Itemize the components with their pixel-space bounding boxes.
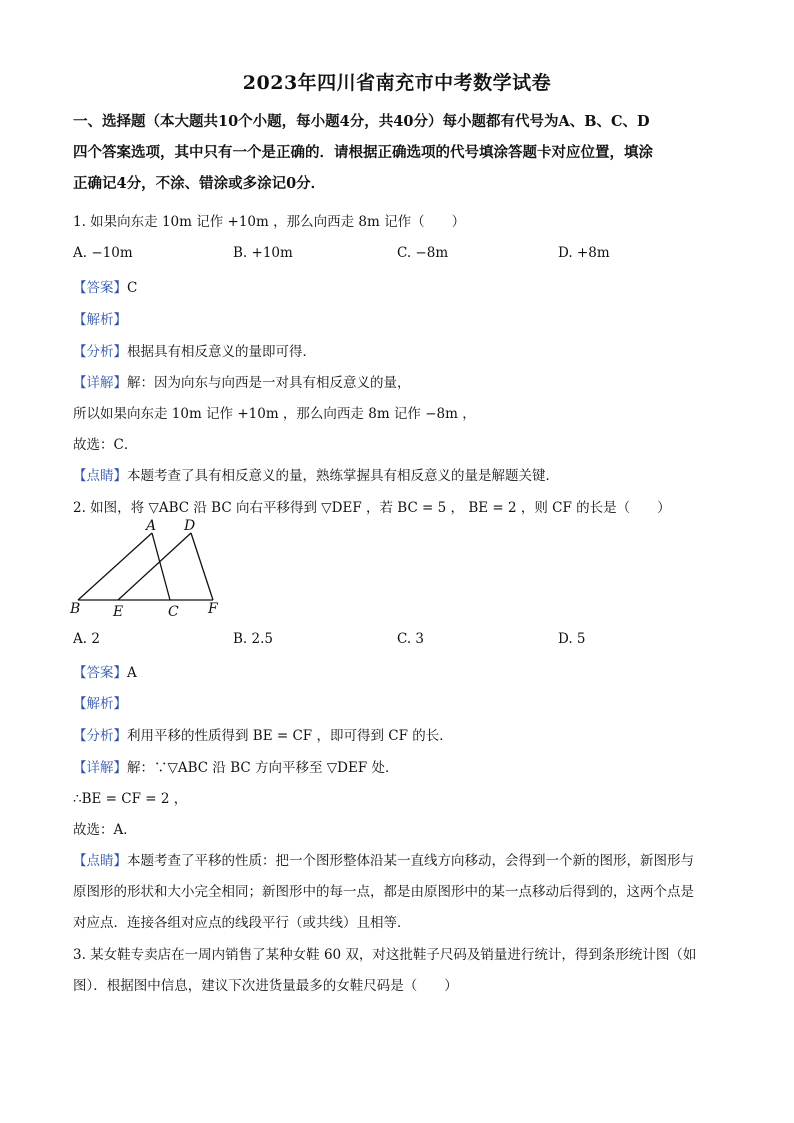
q2-option-a: A. 2 — [73, 631, 100, 647]
fenxi-text: 利用平移的性质得到 BE = CF ，即可得到 CF 的长． — [127, 728, 453, 744]
analysis-tag: 【解析】 — [73, 312, 127, 328]
section-instructions-line-3: 正确记4分，不涂、错涂或多涂记0分． — [73, 175, 326, 192]
q1-choose: 故选：C． — [73, 437, 138, 453]
section-instructions-line-2: 四个答案选项，其中只有一个是正确的．请根据正确选项的代号填涂答题卡对应位置，填涂 — [73, 144, 653, 161]
answer-tag: 【答案】 — [73, 665, 127, 681]
q2-stem: 2. 如图，将 ▽ABC 沿 BC 向右平移得到 ▽DEF ，若 BC = 5 ， BE = 2 ，则 CF 的长是（ ） — [73, 500, 671, 516]
q1-option-d: D. +8m — [558, 245, 610, 261]
q2-option-b: B. 2.5 — [233, 631, 273, 647]
q1-xiangjie-2: 所以如果向东走 10m 记作 +10m ，那么向西走 8m 记作 −8m ， — [73, 406, 476, 422]
q2-fenxi — [73, 724, 723, 744]
label-b: B — [70, 601, 81, 617]
q2-analysis-heading — [73, 692, 723, 712]
xiangjie-text: 解：因为向东与向西是一对具有相反意义的量， — [127, 375, 411, 391]
q1-xiangjie — [73, 371, 723, 391]
fenxi-text: 根据具有相反意义的量即可得． — [127, 344, 316, 360]
q1-option-b: B. +10m — [233, 245, 293, 261]
segment-df — [191, 533, 213, 600]
q1-stem: 1. 如果向东走 10m 记作 +10m ，那么向西走 8m 记作（ ） — [73, 214, 466, 230]
xiangjie-tag: 【详解】 — [73, 760, 127, 776]
q3-stem-line-1: 3. 某女鞋专卖店在一周内销售了某种女鞋 60 双，对这批鞋子尺码及销量进行统计，得到条形统计图（如 — [73, 947, 697, 963]
answer-value: A — [127, 665, 137, 681]
q2-option-d: D. 5 — [558, 631, 586, 647]
q1-option-a: A. −10m — [73, 245, 133, 261]
fenxi-tag: 【分析】 — [73, 728, 127, 744]
q2-dianjing-2: 原图形的形状和大小完全相同；新图形中的每一点，都是由原图形中的某一点移动后得到的，这两个点是 — [73, 884, 694, 900]
translation-triangle-figure — [66, 516, 236, 620]
q2-dianjing — [73, 849, 723, 869]
q1-fenxi — [73, 340, 723, 360]
answer-value: C — [127, 280, 138, 296]
page-title: 2023年四川省南充市中考数学试卷 — [242, 72, 552, 94]
q1-option-c: C. −8m — [397, 245, 449, 261]
dianjing-tag: 【点睛】 — [73, 468, 127, 484]
section-instructions-line-1: 一、选择题（本大题共10个小题，每小题4分，共40分）每小题都有代号为A、B、C、D — [73, 113, 650, 130]
label-d: D — [184, 518, 196, 534]
q2-xiangjie — [73, 756, 723, 776]
q2-answer — [73, 661, 723, 681]
answer-tag: 【答案】 — [73, 280, 127, 296]
dianjing-text: 本题考查了具有相反意义的量，熟练掌握具有相反意义的量是解题关键． — [127, 468, 559, 484]
label-a: A — [146, 518, 157, 534]
xiangjie-tag: 【详解】 — [73, 375, 127, 391]
q3-stem-line-2: 图）．根据图中信息，建议下次进货量最多的女鞋尺码是（ ） — [73, 978, 458, 994]
dianjing-tag: 【点睛】 — [73, 853, 127, 869]
segment-ba — [78, 533, 152, 600]
q2-dianjing-3: 对应点．连接各组对应点的线段平行（或共线）且相等． — [73, 915, 411, 931]
dianjing-text: 本题考查了平移的性质：把一个图形整体沿某一直线方向移动，会得到一个新的图形，新图形与 — [127, 853, 694, 869]
label-f: F — [208, 601, 218, 617]
q2-option-c: C. 3 — [397, 631, 425, 647]
xiangjie-text: 解：∵▽ABC 沿 BC 方向平移至 ▽DEF 处． — [127, 760, 399, 776]
label-e: E — [113, 604, 124, 620]
q1-answer — [73, 276, 723, 296]
q1-dianjing — [73, 464, 723, 484]
label-c: C — [168, 604, 179, 620]
q2-xiangjie-2: ∴BE = CF = 2 ， — [73, 791, 188, 807]
fenxi-tag: 【分析】 — [73, 344, 127, 360]
q1-analysis-heading — [73, 308, 723, 328]
q2-choose: 故选：A． — [73, 822, 137, 838]
analysis-tag: 【解析】 — [73, 696, 127, 712]
